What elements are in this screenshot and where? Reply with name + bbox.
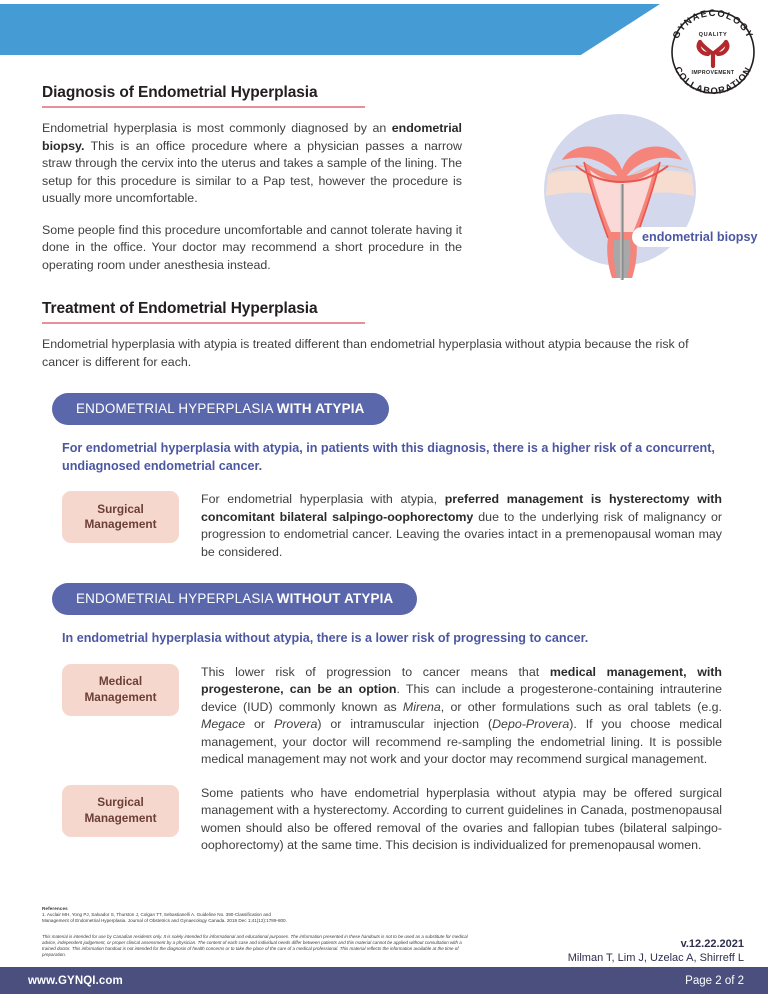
label-line-2: Management <box>84 689 157 704</box>
authors-list: Milman T, Lim J, Uzelac A, Shirreff L <box>567 952 744 964</box>
body-surgical-atypia: For endometrial hyperplasia with atypia, preferred management is hysterectomy with concomitant bilateral salpingo-oophorectomy due to the underlying risk of malignancy or progression to endometrial cancer. Leaving the ovaries intact in a premenopausal woman may be considered. <box>201 492 722 559</box>
label-line-1: Medical <box>98 674 143 688</box>
uterus-mark <box>699 42 728 66</box>
svg-text:QUALITY: QUALITY <box>698 32 728 38</box>
banner-emphasis: WITHOUT ATYPIA <box>276 591 394 606</box>
version-block <box>568 938 744 964</box>
svg-text:COLLABORATION: COLLABORATION <box>672 64 754 97</box>
treatment-intro: Endometrial hyperplasia with atypia is treated different than endometrial hyperplasia without atypia because the risk of cancer is different for each. <box>42 337 689 369</box>
references-title: References <box>42 906 68 911</box>
heading-underline-diagnosis <box>42 106 365 108</box>
paragraph: Some people find this procedure uncomfortable and cannot tolerate having it done in the office. Your doctor may recommend a short procedure in the operating room under anesthesia instead. <box>42 222 462 272</box>
paragraph: Endometrial hyperplasia is most commonly diagnosed by an endometrial biopsy. This is an office procedure where a physician passes a narrow straw through the cervix into the uterus and takes a sample of the lining. The setup for this procedure is similar to a Pap test, however the procedure is usually more uncomfortable. <box>42 121 462 205</box>
section-diagnosis <box>42 84 758 274</box>
version-number: v.12.22.2021 <box>680 938 744 950</box>
heading-underline-treatment <box>42 322 365 324</box>
label-surgical-management <box>62 785 179 837</box>
label-surgical-management <box>62 491 179 543</box>
body-surgical-noatypia: Some patients who have endometrial hyperplasia without atypia may be offered surgical management with a hysterectomy. According to current guidelines in Canada, postmenopausal women should also be offered removal of the ovaries and fallopian tubes (bilateral salpingo-oophorectomy) at the same time. This decision is individualized for premenopausal women. <box>201 785 722 852</box>
reference-item: 1. Auclair MH, Yong PJ, Salvador S, Thurston J, Colgan TT, Sebastianelli A. Guideline No. 390-Classification and <box>42 912 271 917</box>
block-without-atypia <box>42 561 726 855</box>
lead-with-atypia: For endometrial hyperplasia with atypia, in patients with this diagnosis, there is a higher risk of a concurrent, undiagnosed endometrial cancer. <box>62 441 715 473</box>
page-title-treatment: Treatment of Endometrial Hyperplasia <box>42 300 318 317</box>
document-content <box>42 84 758 855</box>
disclaimer-text: This material is intended for use by Canadian residents only. It is solely intended for informational and educational purposes. The information presented in these handouts is not to be used as a substitute for medical advice, independent judgement, or proper clinical assessment by a physician. The content of each case and individual needs differ between patients and this material cannot be applied without consultation with a trained doctor. This information handout is not intended for the diagnosis of health concerns or to take the place of the care of a medical professional. This material reflects the information available at the time of preparation. <box>42 934 468 958</box>
label-line-2: Management <box>84 517 157 531</box>
banner-prefix: ENDOMETRIAL HYPERPLASIA <box>76 401 277 416</box>
reference-item: Management of Endometrial Hyperplasia. Journal of Obstetrics and Gynaecology Canada. 2019 Dec 1;41(12):1789-800. <box>42 918 287 924</box>
block-with-atypia <box>42 371 726 561</box>
svg-text:IMPROVEMENT: IMPROVEMENT <box>691 70 735 76</box>
label-line-1: Surgical <box>97 501 144 516</box>
mgmt-row-medical <box>62 664 726 769</box>
section-treatment <box>42 300 726 855</box>
lead-without-atypia: In endometrial hyperplasia without atypia, there is a lower risk of progressing to cancer. <box>62 631 589 645</box>
label-line-1: Surgical <box>97 795 144 809</box>
diagnosis-text <box>42 120 462 274</box>
banner-without-atypia <box>52 583 417 615</box>
svg-text:GYNAECOLOGY: GYNAECOLOGY <box>669 6 757 41</box>
page-title-diagnosis: Diagnosis of Endometrial Hyperplasia <box>42 84 318 101</box>
mgmt-row-surgical-atypia <box>62 491 726 561</box>
illustration-callout: endometrial biopsy <box>632 227 765 247</box>
header-blue-band <box>0 4 660 55</box>
endometrial-biopsy-illustration <box>532 112 768 282</box>
body-medical: This lower risk of progression to cancer means that medical management, with progesterone, can be an option. This can include a progesterone-containing intrauterine device (IUD) commonly known as Mirena, or other formulations such as oral tablets (e.g. Megace or Provera) or intramuscular injection (Depo-Provera). If you choose medical management, your doctor will recommend re-sampling the endometrial lining. It is possible medical management may not work and your doctor may recommend surgical management. <box>201 664 723 766</box>
references-block <box>42 906 472 924</box>
banner-prefix: ENDOMETRIAL HYPERPLASIA <box>76 591 277 606</box>
footer-page-number: Page 2 of 2 <box>685 974 744 987</box>
footer-website-link[interactable]: www.GYNQI.com <box>28 974 123 987</box>
label-line-2: Management <box>84 810 157 825</box>
banner-emphasis: WITH ATYPIA <box>276 401 365 416</box>
banner-with-atypia <box>52 393 389 425</box>
uterus-diagram-svg <box>532 112 768 282</box>
footer-bar <box>0 967 768 994</box>
label-medical-management <box>62 664 179 716</box>
mgmt-row-surgical-noatypia <box>62 785 726 855</box>
